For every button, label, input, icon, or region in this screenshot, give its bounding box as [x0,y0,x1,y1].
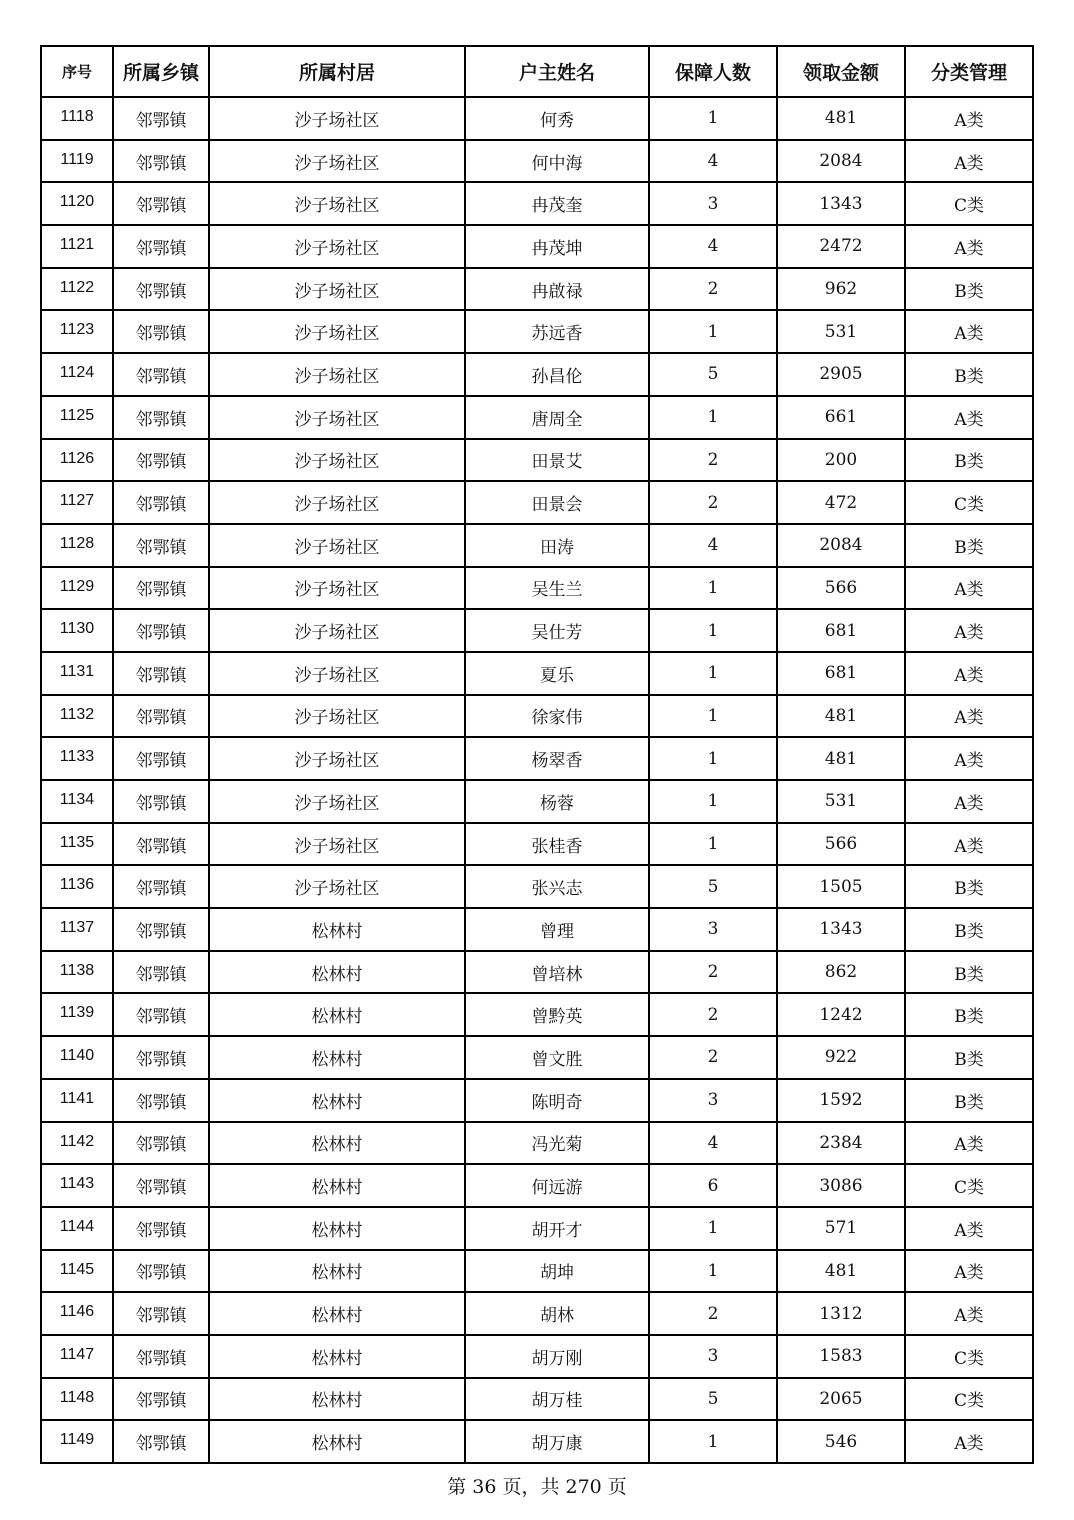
cell-covered-persons: 4 [649,225,777,268]
table-row [41,865,1033,908]
cell-category: A类 [905,140,1033,183]
cell-township: 邻鄂镇 [113,439,209,482]
cell-index: 1126 [41,439,113,482]
cell-index: 1130 [41,609,113,652]
cell-covered-persons: 6 [649,1164,777,1207]
cell-category: C类 [905,481,1033,524]
cell-township: 邻鄂镇 [113,140,209,183]
cell-index: 1123 [41,310,113,353]
cell-category: A类 [905,1207,1033,1250]
cell-covered-persons: 1 [649,1207,777,1250]
header-householder: 户主姓名 [465,46,649,97]
table-row [41,97,1033,140]
cell-covered-persons: 5 [649,865,777,908]
table-row [41,439,1033,482]
cell-covered-persons: 3 [649,1335,777,1378]
cell-householder: 曾文胜 [465,1036,649,1079]
cell-covered-persons: 1 [649,310,777,353]
cell-covered-persons: 5 [649,353,777,396]
cell-index: 1146 [41,1292,113,1335]
cell-village: 沙子场社区 [209,140,465,183]
cell-village: 松林村 [209,1079,465,1122]
cell-amount: 1583 [777,1335,905,1378]
cell-index: 1143 [41,1164,113,1207]
cell-amount: 1343 [777,908,905,951]
cell-householder: 苏远香 [465,310,649,353]
cell-township: 邻鄂镇 [113,396,209,439]
cell-township: 邻鄂镇 [113,1079,209,1122]
cell-householder: 冉啟禄 [465,268,649,311]
cell-amount: 481 [777,695,905,738]
cell-householder: 夏乐 [465,652,649,695]
cell-covered-persons: 1 [649,737,777,780]
cell-householder: 胡万桂 [465,1378,649,1421]
cell-covered-persons: 1 [649,567,777,610]
cell-village: 松林村 [209,1378,465,1421]
cell-amount: 546 [777,1420,905,1463]
cell-covered-persons: 5 [649,1378,777,1421]
table-row [41,1335,1033,1378]
header-covered-persons: 保障人数 [649,46,777,97]
table-row [41,353,1033,396]
cell-householder: 冉茂坤 [465,225,649,268]
table-row [41,1420,1033,1463]
table-row [41,1036,1033,1079]
cell-category: C类 [905,1378,1033,1421]
cell-category: B类 [905,1079,1033,1122]
cell-amount: 531 [777,780,905,823]
cell-householder: 冯光菊 [465,1122,649,1165]
cell-category: A类 [905,225,1033,268]
cell-covered-persons: 1 [649,609,777,652]
cell-amount: 566 [777,567,905,610]
cell-category: B类 [905,268,1033,311]
table-header [41,46,1033,97]
table-row [41,481,1033,524]
cell-amount: 481 [777,737,905,780]
cell-index: 1129 [41,567,113,610]
cell-category: A类 [905,396,1033,439]
cell-covered-persons: 1 [649,1250,777,1293]
cell-householder: 曾培林 [465,951,649,994]
cell-amount: 922 [777,1036,905,1079]
cell-index: 1125 [41,396,113,439]
table-row [41,225,1033,268]
cell-township: 邻鄂镇 [113,1335,209,1378]
cell-township: 邻鄂镇 [113,1378,209,1421]
cell-householder: 胡开才 [465,1207,649,1250]
cell-index: 1134 [41,780,113,823]
cell-category: A类 [905,97,1033,140]
cell-village: 沙子场社区 [209,396,465,439]
cell-index: 1141 [41,1079,113,1122]
cell-village: 沙子场社区 [209,310,465,353]
cell-category: B类 [905,1036,1033,1079]
cell-village: 沙子场社区 [209,182,465,225]
header-amount: 领取金额 [777,46,905,97]
cell-covered-persons: 1 [649,97,777,140]
cell-amount: 531 [777,310,905,353]
cell-village: 沙子场社区 [209,567,465,610]
table-row [41,737,1033,780]
cell-amount: 481 [777,1250,905,1293]
cell-township: 邻鄂镇 [113,97,209,140]
cell-index: 1136 [41,865,113,908]
cell-township: 邻鄂镇 [113,737,209,780]
cell-township: 邻鄂镇 [113,951,209,994]
cell-amount: 1343 [777,182,905,225]
cell-category: A类 [905,780,1033,823]
table-row [41,1207,1033,1250]
cell-category: B类 [905,865,1033,908]
cell-covered-persons: 3 [649,908,777,951]
cell-index: 1131 [41,652,113,695]
cell-amount: 472 [777,481,905,524]
cell-township: 邻鄂镇 [113,865,209,908]
cell-category: B类 [905,908,1033,951]
cell-village: 松林村 [209,908,465,951]
cell-village: 沙子场社区 [209,524,465,567]
cell-householder: 田涛 [465,524,649,567]
header-township: 所属乡镇 [113,46,209,97]
cell-householder: 张兴志 [465,865,649,908]
cell-covered-persons: 1 [649,652,777,695]
cell-index: 1139 [41,993,113,1036]
cell-index: 1142 [41,1122,113,1165]
cell-amount: 2472 [777,225,905,268]
cell-covered-persons: 2 [649,993,777,1036]
cell-index: 1128 [41,524,113,567]
data-table [40,45,1034,1464]
table-row [41,1292,1033,1335]
cell-township: 邻鄂镇 [113,182,209,225]
cell-index: 1148 [41,1378,113,1421]
cell-amount: 571 [777,1207,905,1250]
cell-category: C类 [905,182,1033,225]
cell-category: B类 [905,439,1033,482]
table-row [41,310,1033,353]
table-row [41,182,1033,225]
cell-village: 松林村 [209,951,465,994]
cell-amount: 481 [777,97,905,140]
cell-index: 1147 [41,1335,113,1378]
cell-householder: 陈明奇 [465,1079,649,1122]
cell-householder: 何远游 [465,1164,649,1207]
cell-category: A类 [905,695,1033,738]
table-row [41,951,1033,994]
cell-householder: 张桂香 [465,823,649,866]
cell-village: 松林村 [209,1250,465,1293]
cell-category: A类 [905,1122,1033,1165]
cell-village: 沙子场社区 [209,353,465,396]
cell-village: 松林村 [209,1036,465,1079]
cell-amount: 3086 [777,1164,905,1207]
cell-index: 1122 [41,268,113,311]
cell-amount: 2065 [777,1378,905,1421]
cell-index: 1138 [41,951,113,994]
cell-householder: 田景艾 [465,439,649,482]
table-row [41,1079,1033,1122]
cell-householder: 杨翠香 [465,737,649,780]
cell-covered-persons: 1 [649,1420,777,1463]
cell-township: 邻鄂镇 [113,823,209,866]
cell-index: 1118 [41,97,113,140]
table-row [41,1164,1033,1207]
cell-covered-persons: 2 [649,268,777,311]
cell-covered-persons: 2 [649,481,777,524]
cell-township: 邻鄂镇 [113,225,209,268]
table-row [41,268,1033,311]
cell-township: 邻鄂镇 [113,1164,209,1207]
cell-village: 沙子场社区 [209,609,465,652]
cell-category: A类 [905,567,1033,610]
cell-covered-persons: 2 [649,1036,777,1079]
cell-category: A类 [905,1250,1033,1293]
cell-householder: 胡林 [465,1292,649,1335]
cell-householder: 何秀 [465,97,649,140]
cell-amount: 1505 [777,865,905,908]
cell-village: 沙子场社区 [209,695,465,738]
cell-index: 1135 [41,823,113,866]
cell-covered-persons: 2 [649,1292,777,1335]
cell-index: 1149 [41,1420,113,1463]
table-row [41,524,1033,567]
cell-householder: 唐周全 [465,396,649,439]
cell-householder: 徐家伟 [465,695,649,738]
cell-village: 沙子场社区 [209,225,465,268]
cell-township: 邻鄂镇 [113,1036,209,1079]
cell-covered-persons: 1 [649,823,777,866]
table-row [41,567,1033,610]
cell-householder: 曾黔英 [465,993,649,1036]
cell-index: 1145 [41,1250,113,1293]
cell-category: B类 [905,353,1033,396]
cell-amount: 566 [777,823,905,866]
cell-category: B类 [905,524,1033,567]
cell-householder: 吴仕芳 [465,609,649,652]
table-row [41,1378,1033,1421]
cell-village: 沙子场社区 [209,865,465,908]
table-row [41,396,1033,439]
cell-village: 松林村 [209,1420,465,1463]
cell-township: 邻鄂镇 [113,353,209,396]
cell-township: 邻鄂镇 [113,652,209,695]
cell-village: 松林村 [209,1122,465,1165]
table-row [41,780,1033,823]
cell-category: A类 [905,609,1033,652]
cell-index: 1133 [41,737,113,780]
table-row [41,993,1033,1036]
table-row [41,823,1033,866]
cell-category: A类 [905,1292,1033,1335]
cell-index: 1127 [41,481,113,524]
cell-covered-persons: 3 [649,182,777,225]
cell-amount: 681 [777,652,905,695]
cell-amount: 2384 [777,1122,905,1165]
cell-category: A类 [905,1420,1033,1463]
cell-index: 1119 [41,140,113,183]
cell-covered-persons: 4 [649,524,777,567]
table-row [41,1250,1033,1293]
cell-amount: 862 [777,951,905,994]
cell-householder: 冉茂奎 [465,182,649,225]
header-category: 分类管理 [905,46,1033,97]
cell-amount: 962 [777,268,905,311]
table-row [41,140,1033,183]
cell-township: 邻鄂镇 [113,1250,209,1293]
cell-householder: 田景会 [465,481,649,524]
cell-index: 1132 [41,695,113,738]
cell-index: 1144 [41,1207,113,1250]
table-body [41,97,1033,1463]
cell-covered-persons: 4 [649,140,777,183]
table-row [41,652,1033,695]
cell-amount: 1592 [777,1079,905,1122]
cell-category: B类 [905,993,1033,1036]
cell-index: 1124 [41,353,113,396]
cell-village: 松林村 [209,1164,465,1207]
cell-village: 沙子场社区 [209,780,465,823]
cell-index: 1120 [41,182,113,225]
header-row [41,46,1033,97]
cell-township: 邻鄂镇 [113,268,209,311]
cell-township: 邻鄂镇 [113,481,209,524]
cell-township: 邻鄂镇 [113,609,209,652]
table-row [41,1122,1033,1165]
cell-householder: 吴生兰 [465,567,649,610]
cell-covered-persons: 2 [649,439,777,482]
cell-township: 邻鄂镇 [113,1207,209,1250]
cell-covered-persons: 4 [649,1122,777,1165]
cell-category: A类 [905,737,1033,780]
cell-township: 邻鄂镇 [113,780,209,823]
cell-amount: 2905 [777,353,905,396]
cell-householder: 孙昌伦 [465,353,649,396]
cell-township: 邻鄂镇 [113,567,209,610]
header-index: 序号 [41,46,113,97]
cell-covered-persons: 3 [649,1079,777,1122]
table-row [41,908,1033,951]
cell-village: 沙子场社区 [209,481,465,524]
cell-village: 沙子场社区 [209,737,465,780]
cell-amount: 1312 [777,1292,905,1335]
cell-index: 1140 [41,1036,113,1079]
table-row [41,609,1033,652]
cell-village: 松林村 [209,1207,465,1250]
cell-amount: 681 [777,609,905,652]
cell-covered-persons: 2 [649,951,777,994]
cell-amount: 2084 [777,524,905,567]
cell-village: 松林村 [209,1292,465,1335]
cell-category: B类 [905,951,1033,994]
page-number: 第 36 页，共 270 页 [447,1476,627,1498]
cell-householder: 杨蓉 [465,780,649,823]
cell-index: 1137 [41,908,113,951]
cell-village: 松林村 [209,1335,465,1378]
cell-village: 沙子场社区 [209,97,465,140]
header-village: 所属村居 [209,46,465,97]
cell-township: 邻鄂镇 [113,695,209,738]
cell-township: 邻鄂镇 [113,1420,209,1463]
cell-householder: 何中海 [465,140,649,183]
cell-householder: 曾理 [465,908,649,951]
cell-category: A类 [905,823,1033,866]
cell-township: 邻鄂镇 [113,908,209,951]
cell-householder: 胡坤 [465,1250,649,1293]
cell-amount: 2084 [777,140,905,183]
cell-village: 沙子场社区 [209,652,465,695]
cell-village: 沙子场社区 [209,823,465,866]
cell-covered-persons: 1 [649,695,777,738]
cell-category: C类 [905,1335,1033,1378]
cell-covered-persons: 1 [649,780,777,823]
cell-amount: 661 [777,396,905,439]
cell-category: A类 [905,310,1033,353]
cell-index: 1121 [41,225,113,268]
cell-township: 邻鄂镇 [113,993,209,1036]
cell-township: 邻鄂镇 [113,310,209,353]
cell-category: A类 [905,652,1033,695]
cell-category: C类 [905,1164,1033,1207]
cell-covered-persons: 1 [649,396,777,439]
cell-householder: 胡万刚 [465,1335,649,1378]
cell-village: 松林村 [209,993,465,1036]
cell-householder: 胡万康 [465,1420,649,1463]
cell-township: 邻鄂镇 [113,1292,209,1335]
cell-amount: 1242 [777,993,905,1036]
table-row [41,695,1033,738]
cell-township: 邻鄂镇 [113,1122,209,1165]
cell-amount: 200 [777,439,905,482]
cell-township: 邻鄂镇 [113,524,209,567]
cell-village: 沙子场社区 [209,439,465,482]
cell-village: 沙子场社区 [209,268,465,311]
